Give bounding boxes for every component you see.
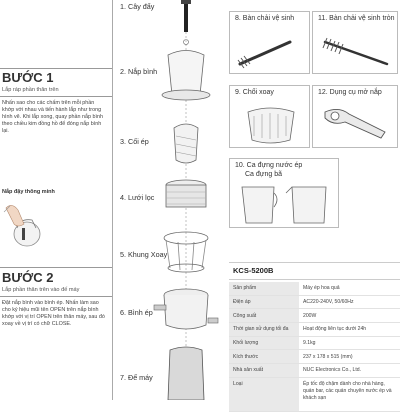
part-label-6 <box>120 308 153 317</box>
accessory-box-9 <box>229 85 310 148</box>
parts-illustrations <box>150 0 225 400</box>
accessory-box-11 <box>312 11 398 74</box>
spec-key: Loại <box>229 377 299 411</box>
left-divider-3 <box>0 267 112 268</box>
spec-key: Điện áp <box>229 295 299 309</box>
spec-row <box>229 364 400 378</box>
round-brush-icon <box>317 34 395 70</box>
spec-row <box>229 350 400 364</box>
spec-row <box>229 282 400 295</box>
accessory-label-10 <box>235 162 302 179</box>
spec-value: Ép tốc độ chậm dành cho nhà hàng, quán bar, các quán chuyên nước ép và khách sạn <box>299 377 400 411</box>
part-num: 6. <box>120 308 126 317</box>
step1-title: BƯỚC 1 <box>2 70 54 85</box>
part-num: 2. <box>120 67 126 76</box>
spec-key: Kích thước <box>229 350 299 364</box>
part-label-1 <box>120 2 154 11</box>
spec-row <box>229 309 400 323</box>
accessory-label-10-line2: Ca đựng bã <box>245 170 282 178</box>
left-divider-1 <box>0 68 112 69</box>
part-name: Lưới lọc <box>128 193 155 202</box>
smart-cap-illustration <box>2 198 48 256</box>
part-name: Cây đẩy <box>128 2 155 11</box>
part-num: 7. <box>120 373 126 382</box>
smart-cap-label: Nắp đậy thông minh <box>2 189 55 195</box>
spec-row <box>229 295 400 309</box>
accessory-box-8 <box>229 11 310 74</box>
accessory-label-11: 11. Bàn chải vệ sinh tròn <box>318 15 395 22</box>
part-num: 5. <box>120 250 126 259</box>
spec-key: Công suất <box>229 309 299 323</box>
part-num: 3. <box>120 137 126 146</box>
part-label-5 <box>120 250 167 259</box>
spec-row <box>229 377 400 411</box>
spec-value: Hoạt động liên tục dưới 24h <box>299 323 400 337</box>
part-label-2 <box>120 67 157 76</box>
spec-key: Sản phẩm <box>229 282 299 295</box>
lid-opener-icon <box>319 102 393 146</box>
left-divider-4 <box>0 296 112 297</box>
spec-key: Thời gian sử dụng tối đa <box>229 323 299 337</box>
juice-cups-icon <box>236 183 334 227</box>
cleaning-brush-icon <box>234 34 306 70</box>
part-num: 1. <box>120 2 126 11</box>
spec-value: 9.1kg <box>299 336 400 350</box>
part-label-7 <box>120 373 153 382</box>
spec-value: NUC Electronics Co., Ltd. <box>299 364 400 378</box>
part-label-4 <box>120 193 154 202</box>
part-num: 4. <box>120 193 126 202</box>
spec-row <box>229 323 400 337</box>
rotating-brush-icon <box>240 102 302 146</box>
step1-subtitle: Lắp ráp phần thân trên <box>2 87 59 93</box>
part-label-3 <box>120 137 149 146</box>
spec-key: Khối lượng <box>229 336 299 350</box>
spec-value: 237 x 178 x 515 (mm) <box>299 350 400 364</box>
step2-title: BƯỚC 2 <box>2 270 54 285</box>
left-divider-2 <box>0 96 112 97</box>
part-name: Khung Xoay <box>128 250 168 259</box>
spec-table <box>229 282 400 412</box>
spec-value: AC220-240V, 50/60Hz <box>299 295 400 309</box>
spec-key: Nhà sản xuất <box>229 364 299 378</box>
parts-connector-line <box>112 0 113 400</box>
part-name: Bình ép <box>128 308 153 317</box>
accessory-label-9: 9. Chổi xoay <box>235 89 274 96</box>
spec-model: KCS-5200B <box>233 266 274 275</box>
step2-subtitle: Lắp phần thân trên vào đế máy <box>2 287 80 293</box>
spec-value: Máy ép hoa quả <box>299 282 400 295</box>
accessory-label-8: 8. Bàn chải vệ sinh <box>235 15 295 22</box>
accessory-label-12: 12. Dụng cụ mở nắp <box>318 89 382 96</box>
accessory-box-12 <box>312 85 398 148</box>
accessory-label-10-line1: 10. Ca đựng nước ép <box>235 162 303 169</box>
part-name: Nắp bình <box>128 67 158 76</box>
step1-description: Nhấn sao cho các chấm trên mỗi phần khớp với nhau và tiến hành lắp như trong hình vẽ. Khi lắp xong, quay phần nắp bình theo chiều kim đồng hồ để đóng nắp bình lại. <box>2 100 104 134</box>
spec-row <box>229 336 400 350</box>
spec-value: 200W <box>299 309 400 323</box>
part-name: Đế máy <box>128 373 153 382</box>
step2-description: Đặt nắp bình vào bình ép. Nhấn làm sao cho ký hiệu mũi tên OPEN trên nắp bình khớp với vị trí OPEN trên thân máy, sau đó xoay về vị trí có chữ CLOSE. <box>2 300 105 327</box>
accessory-box-10 <box>229 158 339 228</box>
part-name: Cối ép <box>128 137 149 146</box>
